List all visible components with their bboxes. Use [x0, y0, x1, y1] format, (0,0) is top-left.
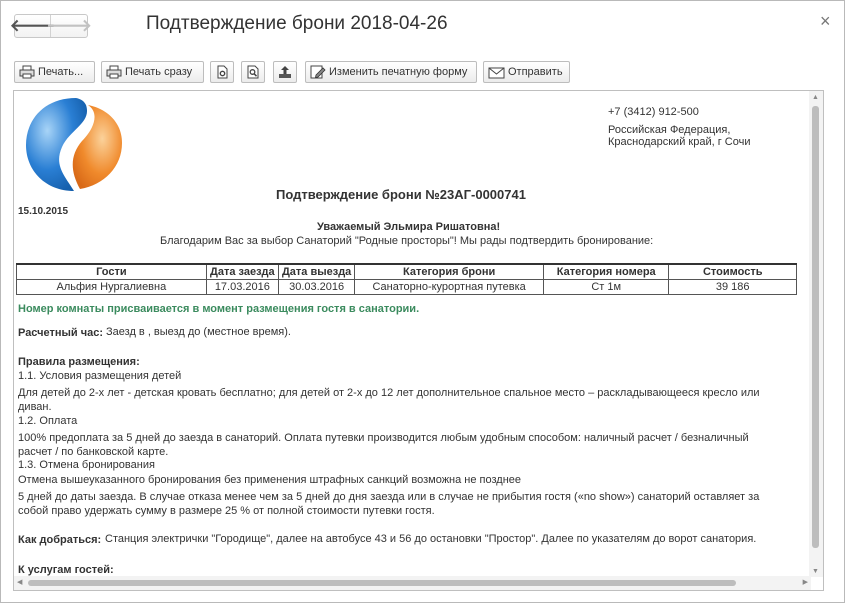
- printer-icon: [106, 65, 122, 79]
- printer-icon: [19, 65, 35, 79]
- save-button[interactable]: [273, 61, 297, 83]
- rules-label: Правила размещения:: [18, 356, 140, 368]
- window-title: Подтверждение брони 2018-04-26: [146, 13, 448, 34]
- room-category-cell: Ст 1м: [543, 280, 668, 295]
- services-label: К услугам гостей:: [18, 564, 114, 576]
- checkin-cell: 17.03.2016: [206, 280, 278, 295]
- vertical-scrollbar[interactable]: [809, 91, 823, 577]
- route-value: Станция электрички "Городище", далее на автобусе 43 и 56 до остановки "Простор". Далее по указателям до ворот санатория.: [105, 533, 757, 545]
- table-row: [17, 280, 797, 295]
- checkout-value: Заезд в , выезд до (местное время).: [106, 326, 291, 338]
- scroll-right-icon[interactable]: ▶: [802, 579, 808, 586]
- close-button[interactable]: ×: [820, 11, 831, 31]
- checkout-label: Расчетный час:: [18, 327, 104, 339]
- address-line2: Краснодарский край, г Сочи: [608, 136, 751, 148]
- envelope-icon: [488, 65, 505, 79]
- page-settings-icon: [215, 65, 229, 79]
- rule1-text: Для детей до 2-х лет - детская кровать бесплатно; для детей от 2-х до 12 лет дополнительное спальное место – раскладывающееся кресло или диван.: [18, 387, 760, 413]
- column-header: Дата выезда: [278, 264, 354, 280]
- vertical-scroll-thumb[interactable]: [812, 106, 819, 548]
- rule3-text1: Отмена вышеуказанного бронирования без применения штрафных санкций возможна не позднее: [18, 474, 522, 486]
- scroll-up-icon[interactable]: ▲: [812, 94, 819, 101]
- print-now-label: Печать сразу: [125, 66, 193, 78]
- edit-print-form-button[interactable]: [305, 61, 477, 83]
- booking-category-cell: Санаторно-курортная путевка: [355, 280, 544, 295]
- guest-cell: Альфия Нургалиевна: [17, 280, 207, 295]
- column-header: Категория номера: [543, 264, 668, 280]
- price-cell: 39 186: [669, 280, 797, 295]
- magnifier-page-icon: [246, 65, 260, 79]
- rule3-title: 1.3. Отмена бронирования: [18, 459, 155, 471]
- scroll-down-icon[interactable]: ▼: [812, 568, 819, 575]
- print-now-button[interactable]: [101, 61, 204, 83]
- column-header: Дата заезда: [206, 264, 278, 280]
- document-area[interactable]: [13, 90, 824, 591]
- greeting-text: Уважаемый Эльмира Ришатовна!: [317, 221, 501, 233]
- phone-text: +7 (3412) 912-500: [608, 106, 699, 118]
- rule2-title: 1.2. Оплата: [18, 415, 78, 427]
- route-label: Как добраться:: [18, 534, 102, 546]
- forward-button[interactable]: 🡒: [46, 16, 92, 35]
- print-button[interactable]: [14, 61, 95, 83]
- booking-table: [16, 263, 797, 295]
- column-header: Гости: [17, 264, 207, 280]
- address-line1: Российская Федерация,: [608, 124, 731, 136]
- upload-icon: [278, 65, 292, 79]
- send-label: Отправить: [508, 66, 563, 78]
- sanatorium-logo-icon: [24, 95, 124, 193]
- send-button[interactable]: [483, 61, 570, 83]
- page-settings-button[interactable]: [210, 61, 234, 83]
- room-note: Номер комнаты присваивается в момент размещения гостя в санатории.: [18, 303, 420, 315]
- edit-print-form-label: Изменить печатную форму: [329, 66, 468, 78]
- thanks-text: Благодарим Вас за выбор Санаторий "Родные просторы"! Мы рады подтвердить бронирование:: [160, 235, 654, 247]
- column-header: Стоимость: [669, 264, 797, 280]
- rule1-title: 1.1. Условия размещения детей: [18, 370, 182, 382]
- back-button[interactable]: 🡐: [9, 16, 56, 35]
- table-header-row: [17, 264, 797, 280]
- pencil-edit-icon: [310, 65, 326, 79]
- scroll-left-icon[interactable]: ◀: [17, 579, 23, 586]
- history-nav: [9, 14, 92, 38]
- rule3-text2: 5 дней до даты заезда. В случае отказа менее чем за 5 дней до дня заезда или в случае не прибытия гостя («no show») санаторий оставляет за собой право удержать сумму в размере 25 % от полной стоимости путевки гостя.: [18, 491, 760, 517]
- document-heading: Подтверждение брони №23АГ-0000741: [276, 187, 526, 202]
- document-date: 15.10.2015: [18, 206, 69, 217]
- checkout-cell: 30.03.2016: [278, 280, 354, 295]
- horizontal-scrollbar[interactable]: [14, 576, 811, 590]
- horizontal-scroll-thumb[interactable]: [28, 580, 736, 586]
- print-label: Печать...: [38, 66, 84, 78]
- rule2-text: 100% предоплата за 5 дней до заезда в санаторий. Оплата путевки производится любым удобным способом: наличный расчет / безналичный расчет / по банковской карте.: [18, 432, 749, 458]
- preview-button[interactable]: [241, 61, 265, 83]
- column-header: Категория брони: [355, 264, 544, 280]
